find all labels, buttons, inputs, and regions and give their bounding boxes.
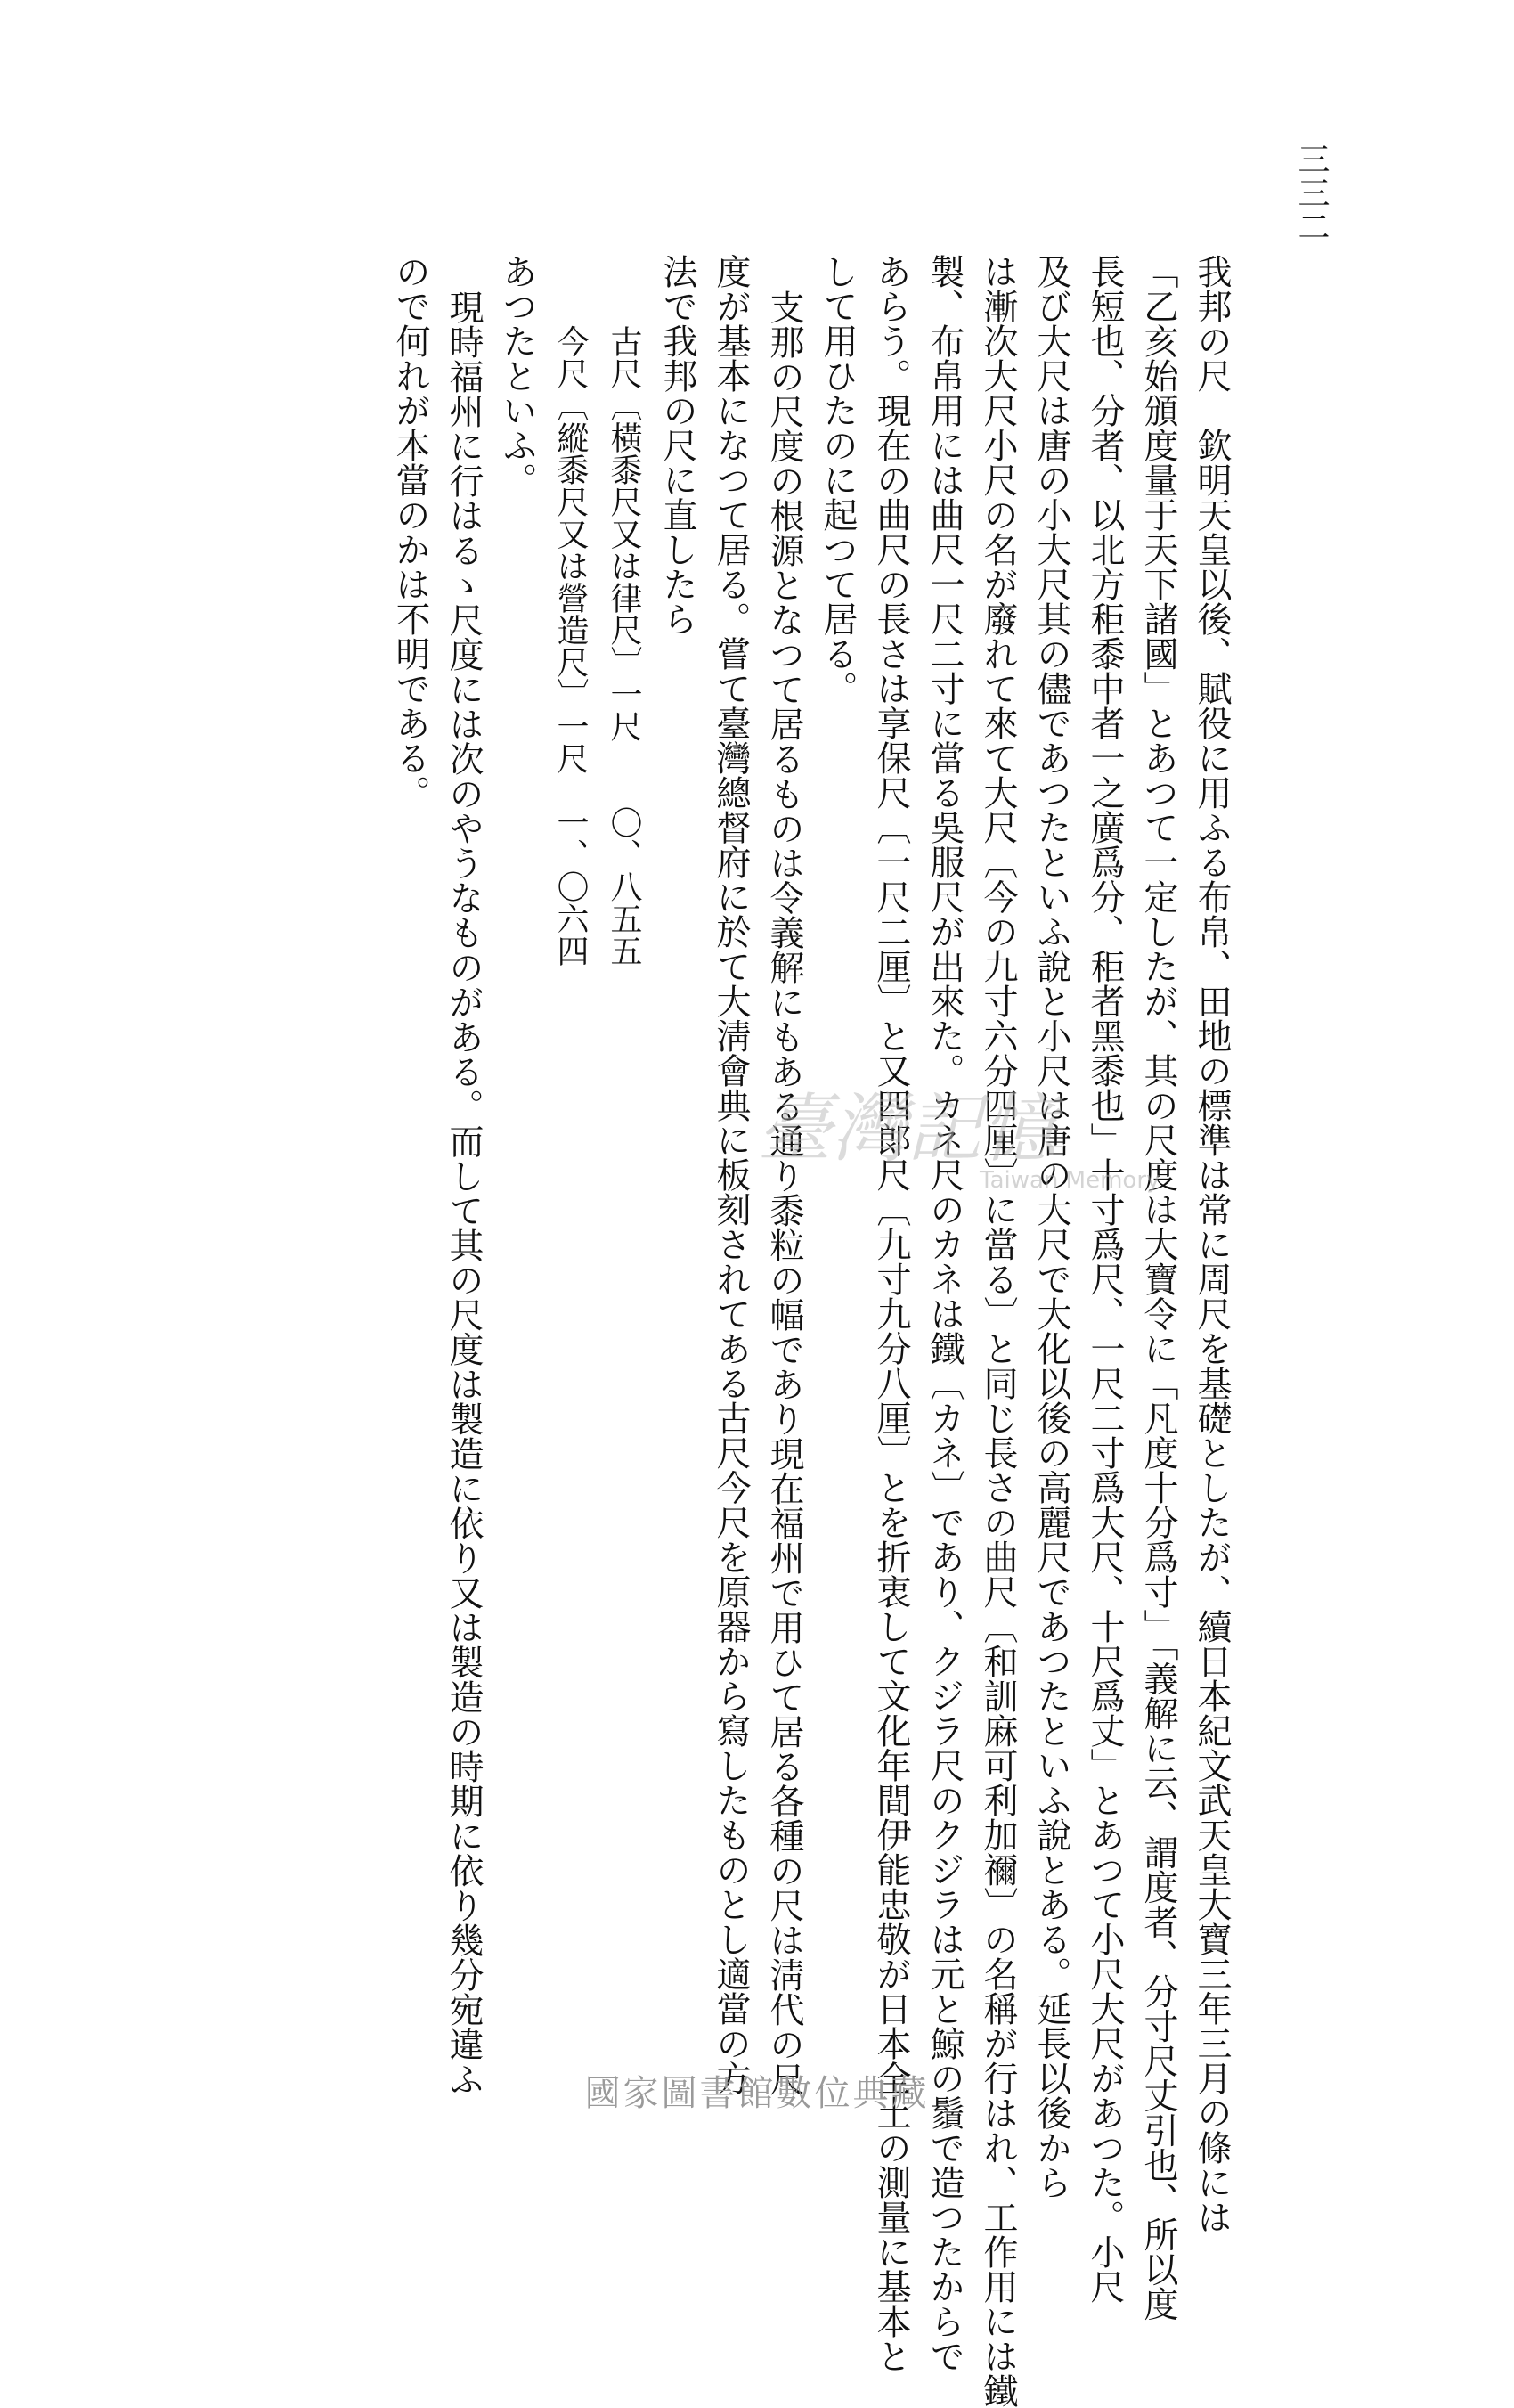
text-line: 現時福州に行はるゝ尺度には次のやうなものがある。而して其の尺度は製造に依り又は製造の時期に依り幾分宛違ふ [444, 290, 484, 2096]
footer-credit: 國家圖書館數位典藏 [584, 2073, 930, 2114]
text-line: は漸次大尺小尺の名が廢れて來て大尺〔今の九寸六分四厘〕に當る〕と同じ長さの曲尺〔和訓麻可利加禰〕の名稱が行はれ、工作用には鐵 [978, 254, 1018, 2408]
page-number: 三三二 [1293, 143, 1330, 244]
text-line: あらう。現在の曲尺の長さは享保尺〔一尺二厘〕と又四郞尺〔九寸九分八厘〕とを折衷して文化年間伊能忠敬が日本全土の測量に基本と [871, 254, 911, 2373]
text-line: 度が基本になつて居る。嘗て臺灣總督府に於て大淸會典に板刻されてある古尺今尺を原器から寫したものとし適當の方 [711, 254, 751, 2095]
text-line: ので何れが本當のかは不明である。 [390, 254, 430, 810]
text-line: して用ひたのに起つて居る。 [818, 254, 858, 706]
text-line: 長短也、分者、以北方秬黍中者一之廣爲分、秬者黑黍也」十寸爲尺、一尺二寸爲大尺、十尺爲丈」とあつて小尺大尺があつた。小尺 [1085, 254, 1125, 2304]
watermark [757, 1069, 1202, 1203]
watermark-logo-subtext: Taiwan Memory [980, 1167, 1160, 1194]
text-line: あつたといふ。 [497, 254, 537, 497]
text-line: 法で我邦の尺に直したら [657, 254, 697, 636]
text-line: 製、布帛用には曲尺一尺二寸に當る吳服尺が出來た。カネ尺のカネは鐵〔カネ〕であり、クジラ尺のクジラは元と鯨の鬚で造つたからで [924, 254, 965, 2373]
text-line: 我邦の尺 欽明天皇以後、賦役に用ふる布帛、田地の標準は常に周尺を基礎としたが、續日本紀文武天皇大寶三年三月の條には [1192, 254, 1232, 2234]
watermark-logo-text: 臺灣記憶 [757, 1085, 1057, 1172]
table-line: 今尺〔縱黍尺又は營造尺〕一尺 一、〇六四 [552, 325, 589, 967]
text-line: 及び大尺は唐の小大尺其の儘であつたといふ說と小尺は唐の大尺で大化以後の高麗尺であつたといふ說とある。延長以後から [1031, 254, 1071, 2200]
text-line: 「乙亥始頒度量于天下諸國」とあつて一定したが、其の尺度は大寶令に「凡度十分爲寸」「義解に云、謂度者、分寸尺丈引也、所以度 [1138, 254, 1178, 2322]
table-line: 古尺〔橫黍尺又は律尺〕一尺 〇、八五五 [606, 325, 642, 967]
text-line: 支那の尺度の根源となつて居るものは令義解にもある通り黍粒の幅であり現在福州で用ひて居る各種の尺は淸代の尺 [764, 290, 804, 2096]
